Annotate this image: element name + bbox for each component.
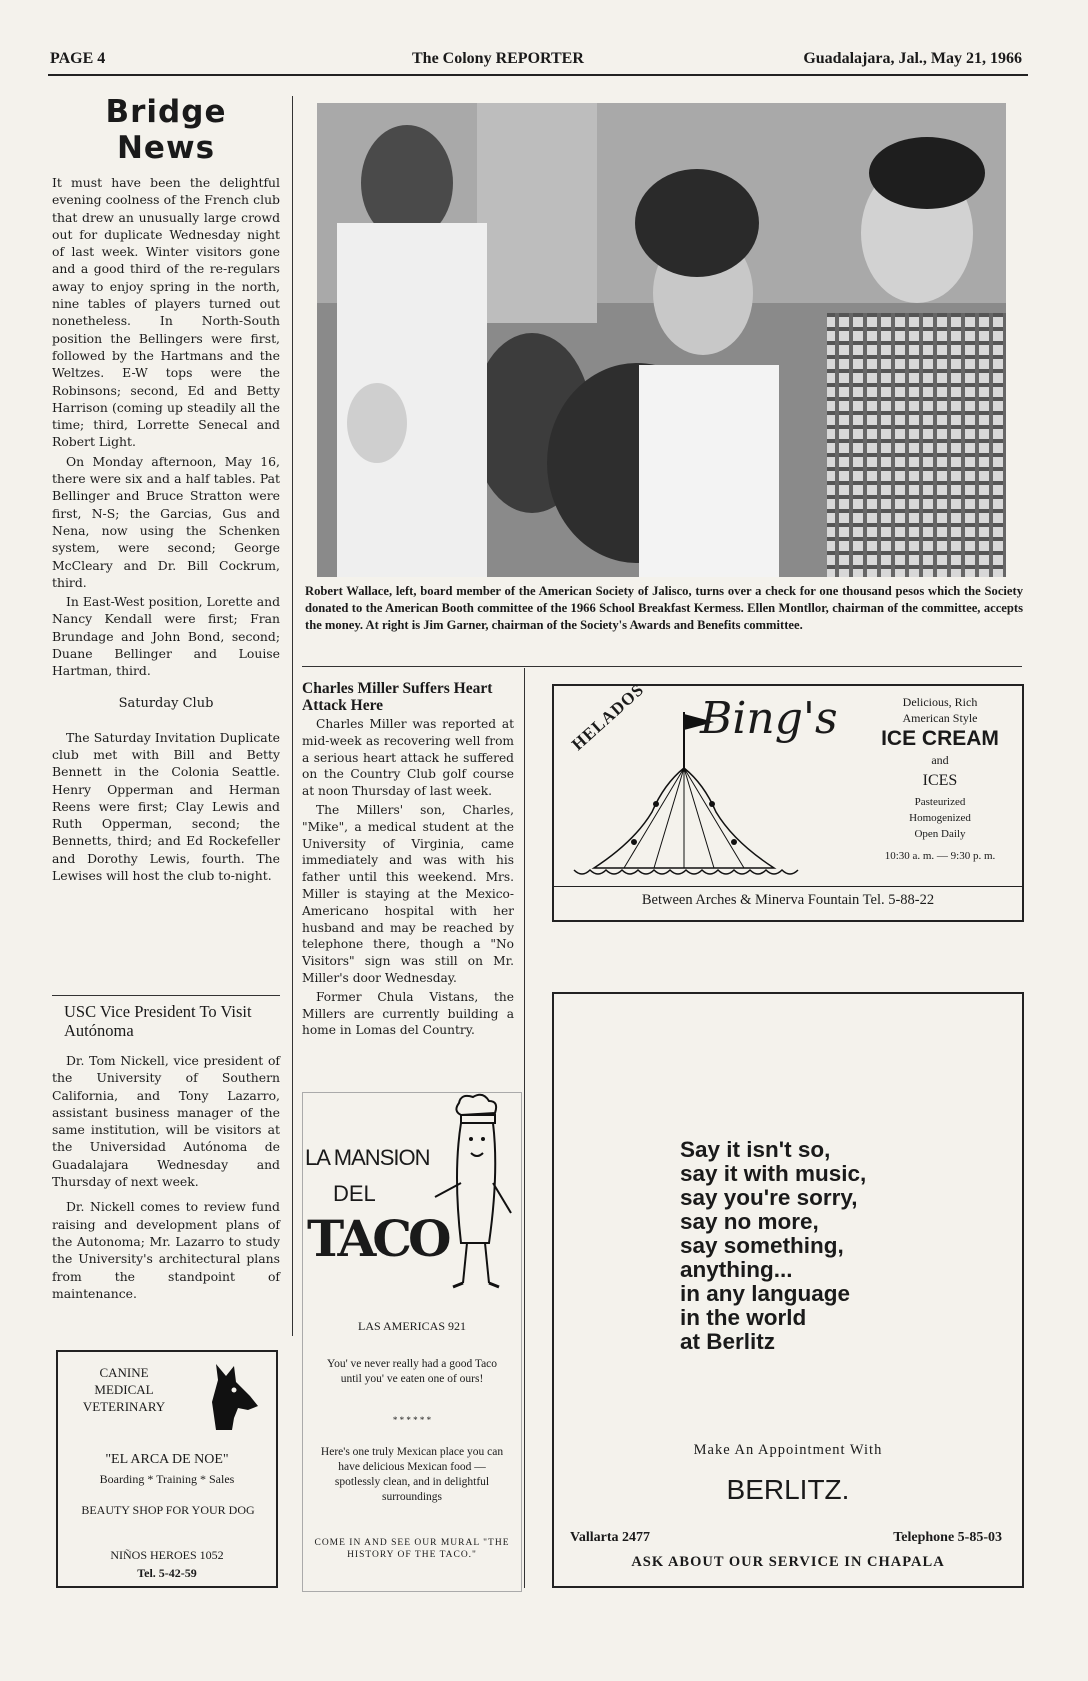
taco-description: Here's one truly Mexican place you can have delicious Mexican food — spotlessly clean, and in delightful surroundings <box>320 1446 504 1503</box>
taco-stars: * * * * * * <box>392 1415 432 1425</box>
canine-beauty: BEAUTY SHOP FOR YOUR DOG <box>81 1503 255 1517</box>
usc-title: USC Vice President To Visit Autónoma <box>64 1002 252 1040</box>
taco-name-3: TACO <box>307 1209 448 1268</box>
helados-divider <box>554 886 1022 887</box>
bridge-paragraph-3: In East-West position, Lorette and Nancy Kendall were first; Fran Brundage and John Bond, second; Duane Bellinger and Louise Hartman, third. <box>52 594 280 679</box>
miller-article <box>302 680 514 1039</box>
taco-name-2: DEL <box>333 1181 376 1206</box>
slogan-line-9: at Berlitz <box>680 1329 776 1354</box>
helados-brand: HELADOS <box>568 679 648 755</box>
slogan-line-3: say you're sorry, <box>680 1185 858 1210</box>
bridge-title: Bridge News <box>105 94 227 166</box>
slogan-line-6: anything... <box>680 1257 793 1282</box>
helados-ice-cream: ICE CREAM <box>881 727 999 750</box>
berlitz-appointment: Make An Appointment With <box>693 1442 883 1458</box>
taco-ad <box>302 1092 522 1592</box>
dateline: Guadalajara, Jal., May 21, 1966 <box>803 50 1022 67</box>
taco-address: LAS AMERICAS 921 <box>357 1319 467 1333</box>
helados-line-6: Pasteurized <box>914 796 966 808</box>
helados-line-2: American Style <box>902 711 978 725</box>
canine-services: Boarding * Training * Sales <box>99 1472 235 1486</box>
usc-paragraph-2: Dr. Nickell comes to review fund raising and development plans of the Autonoma; Mr. Lazarro to study the University's architectural plans from the standpoint of maintenance. <box>52 1199 280 1301</box>
usc-paragraph-1: Dr. Tom Nickell, vice president of the University of Southern California, and Tony Lazarro, assistant business manager of the same institution, will be visitors at the Universidad Autónoma de Guadalajara Wednesday and Thursday of next week. <box>52 1053 280 1190</box>
slogan-line-8: in the world <box>680 1305 807 1330</box>
bridge-paragraph-1: It must have been the delightful evening coolness of the French club that drew an unusually large crowd out for duplicate Wednesday night of last week. Winter visitors gone and a good third of the re-regulars away to enjoy spring in the north, nine tables of players turned out nonetheless. In North-South position the Bellingers were first, followed by the Hartmans and the Weltzes. E-W tops were the Robinsons; second, Ed and Betty Harrison (coming up steadily all the time; third, Lorrette Senecal and Robert Light. <box>52 175 280 450</box>
helados-line-7: Homogenized <box>909 812 971 824</box>
slogan-line-1: Say it isn't so, <box>680 1137 831 1162</box>
canine-heading <box>64 1364 184 1415</box>
dog-head-icon <box>204 1362 260 1432</box>
canine-tel: Tel. 5-42-59 <box>137 1566 197 1580</box>
photo-image <box>317 103 1006 577</box>
berlitz-slogan <box>680 1138 940 1354</box>
canine-line-2: MEDICAL <box>94 1382 154 1397</box>
paper-name: The Colony REPORTER <box>412 50 584 67</box>
bridge-paragraph-2: On Monday afternoon, May 16, there were six and a half tables. Pat Bellinger and Bruce Stratton were first, N-S; the Garcias, Gus and Nena, now using the Schenken system, were second; George McCleary and Dr. Bill Cockrum, third. <box>52 453 280 590</box>
photo-caption: Robert Wallace, left, board member of the American Society of Jalisco, turns over a check for one thousand pesos which the Society donated to the American Booth committee of the 1966 School Breakfast Kermess. Ellen Montllor, chairman of the committee, accepts the money. At right is Jim Garner, chairman of the Society's Awards and Benefits committee. <box>305 584 1023 632</box>
bings-script: Bing's <box>700 693 838 744</box>
canine-line-3: VETERINARY <box>82 1399 166 1414</box>
berlitz-brand: BERLITZ. <box>726 1474 850 1505</box>
helados-footer: Between Arches & Minerva Fountain Tel. 5-88-22 <box>641 892 935 908</box>
column-rule-mid <box>524 668 525 1588</box>
taco-name-1: LA MANSION <box>305 1145 430 1170</box>
helados-line-1: Delicious, Rich <box>902 695 978 709</box>
page-number: PAGE 4 <box>50 50 106 67</box>
caption-rule <box>302 666 1022 667</box>
canine-address: NIÑOS HEROES 1052 <box>110 1548 224 1562</box>
taco-tagline: You' ve never really had a good Taco until you' ve eaten one of ours! <box>326 1358 498 1385</box>
berlitz-ad <box>552 992 1024 1588</box>
miller-paragraph-3: Former Chula Vistans, the Millers are currently building a home in Lomas del Country. <box>302 989 514 1038</box>
helados-hours: 10:30 a. m. — 9:30 p. m. <box>884 850 996 862</box>
berlitz-chapala: ASK ABOUT OUR SERVICE IN CHAPALA <box>631 1554 945 1570</box>
saturday-club-head: Saturday Club <box>118 695 214 711</box>
masthead <box>48 46 1028 76</box>
column-rule-left <box>292 96 293 1336</box>
slogan-line-7: in any language <box>680 1281 851 1306</box>
chef-taco-icon <box>431 1093 515 1293</box>
canine-name: "EL ARCA DE NOE" <box>105 1452 229 1467</box>
helados-ices: ICES <box>922 772 958 789</box>
usc-article <box>52 1002 280 1302</box>
saturday-club-text: The Saturday Invitation Duplicate club met with Bill and Betty Bennett in the Colonia Seattle. Henry Opperman and Herman Reens were first; Clay Lewis and Ruth Opperman, second; the Bennetts, third; and Ed Rockefeller and Dorothy Lewis, fourth. The Lewises will host the club to-night. <box>52 729 280 883</box>
miller-title: Charles Miller Suffers Heart Attack Here <box>302 680 493 714</box>
berlitz-phone: Telephone 5-85-03 <box>893 1530 1002 1545</box>
miller-paragraph-2: The Millers' son, Charles, "Mike", a medical student at the University of Virginia, came immediately and was with his father until this weekend. Mrs. Miller is staying at the Mexico-Americano hospital with her husband and may be reached by telephone there, though a "No Visitors" sign was still on Mr. Miller's door Wednesday. <box>302 802 514 985</box>
helados-line-8: Open Daily <box>914 828 966 840</box>
helados-ad <box>552 679 1024 922</box>
slogan-line-5: say something, <box>680 1233 844 1258</box>
news-photo <box>317 103 1006 577</box>
canine-ad <box>56 1350 278 1588</box>
miller-paragraph-1: Charles Miller was reported at mid-week as recovering well from a serious heart attack he suffered on the Country Club golf course at noon Thursday of last week. <box>302 717 514 799</box>
slogan-line-2: say it with music, <box>680 1161 867 1186</box>
helados-line-4: and <box>931 753 949 767</box>
canine-line-1: CANINE <box>99 1365 149 1380</box>
taco-mural: COME IN AND SEE OUR MURAL "THE HISTORY OF THE TACO." <box>314 1538 510 1560</box>
usc-rule <box>52 995 280 996</box>
berlitz-address: Vallarta 2477 <box>570 1530 650 1545</box>
slogan-line-4: say no more, <box>680 1209 819 1234</box>
bridge-column <box>52 94 280 884</box>
helados-details <box>860 694 1020 864</box>
